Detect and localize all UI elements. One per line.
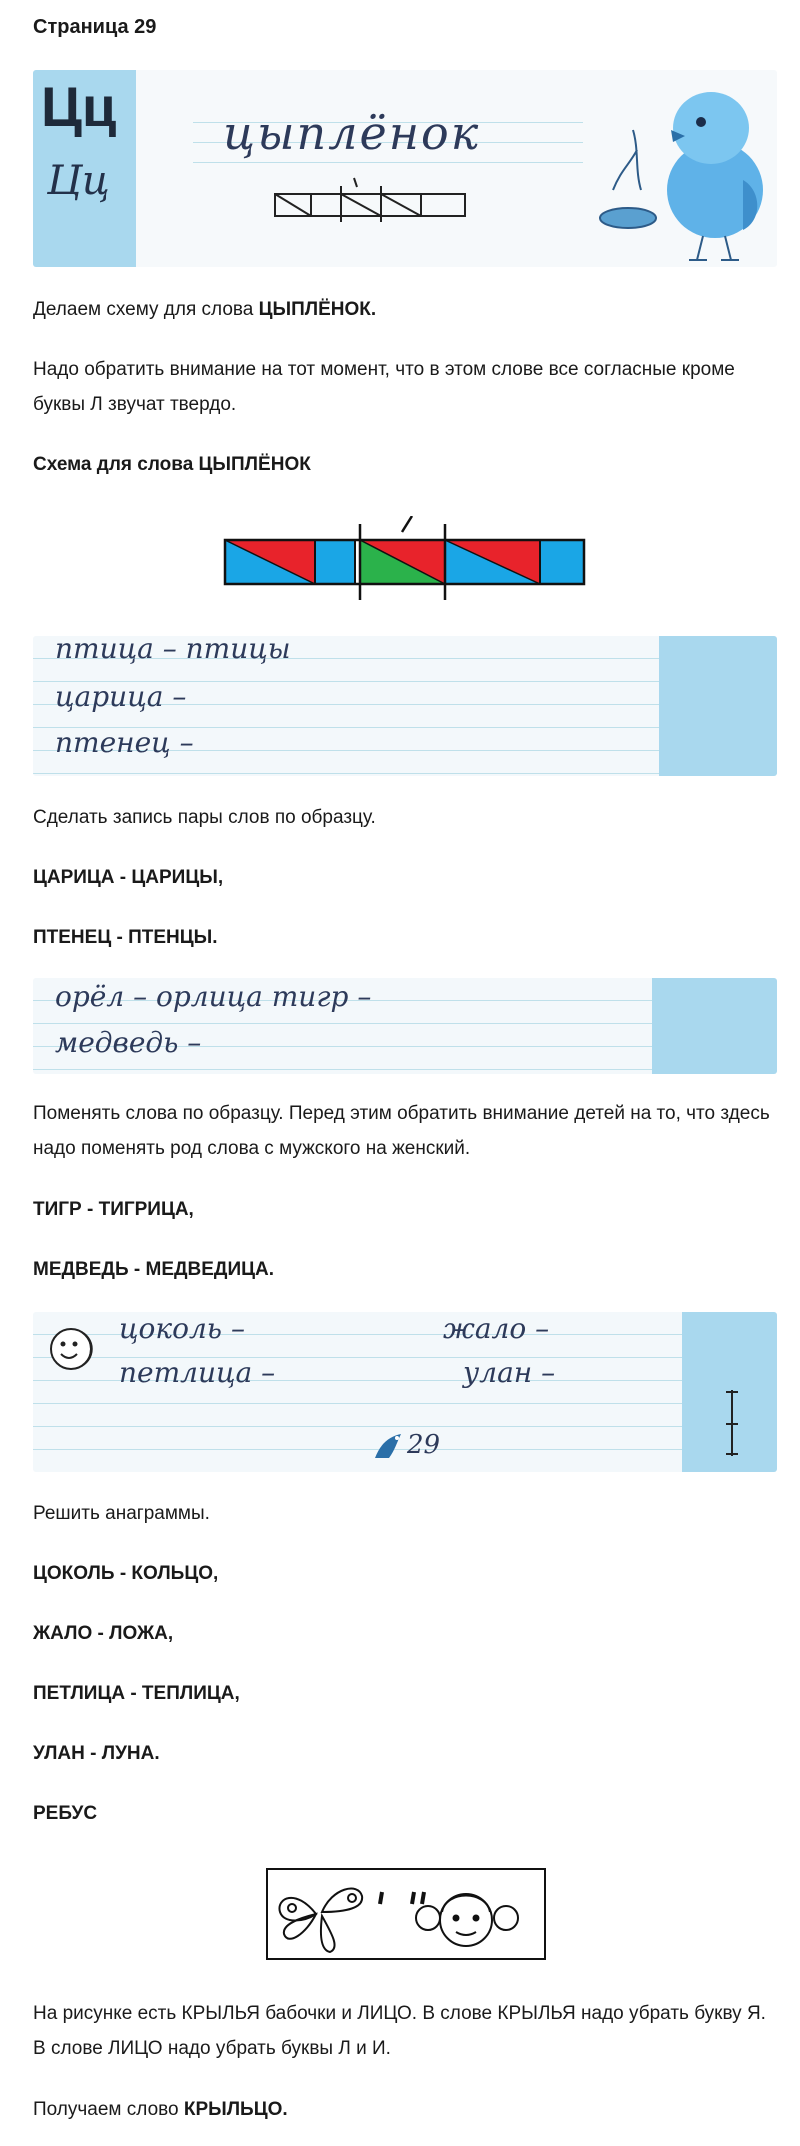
gender-instruction: Поменять слова по образцу. Перед этим обратить внимание детей на то, что здесь надо поменять род слова с мужского на женский. xyxy=(33,1103,770,1159)
anagram-left-2: петлица – xyxy=(119,1356,276,1389)
smiley-icon xyxy=(49,1324,105,1374)
pair-line-3: птенец – xyxy=(55,726,194,759)
page-number: 29 xyxy=(407,1430,441,1460)
pairs-answer-1: ЦАРИЦА - ЦАРИЦЫ, xyxy=(33,867,224,888)
rebus-result-prefix: Получаем слово xyxy=(33,2099,184,2120)
anagram-right-2: улан – xyxy=(463,1356,556,1389)
pairs-instruction: Сделать запись пары слов по образцу. xyxy=(33,807,376,828)
scheme-title: Схема для слова ЦЫПЛЁНОК xyxy=(33,454,311,475)
rebus-title: РЕБУС xyxy=(33,1803,98,1824)
exercise-pairs-card xyxy=(33,636,777,776)
gender-line-2: медведь – xyxy=(55,1026,202,1059)
intro-prefix: Делаем схему для слова xyxy=(33,299,259,320)
header-card xyxy=(33,70,777,267)
note-paragraph: Надо обратить внимание на тот момент, что в этом слове все согласные кроме буквы Л звучат твердо. xyxy=(33,359,735,415)
rebus-result xyxy=(33,2092,773,2127)
intro-line xyxy=(33,292,773,327)
anagram-answer-1: ЦОКОЛЬ - КОЛЬЦО, xyxy=(33,1563,219,1584)
scheme-vowel-1 xyxy=(315,540,355,584)
pairs-answer-2: ПТЕНЕЦ - ПТЕНЦЫ. xyxy=(33,927,218,948)
anagram-left-1: цоколь – xyxy=(119,1312,245,1345)
word-scheme xyxy=(220,516,590,606)
letter-script: Цц xyxy=(47,158,110,204)
intro-word: ЦЫПЛЁНОК. xyxy=(258,299,377,320)
anagram-answer-2: ЖАЛО - ЛОЖА, xyxy=(33,1623,174,1644)
anagram-right-1: жало – xyxy=(443,1312,550,1345)
gender-answer-1: ТИГР - ТИГРИЦА, xyxy=(33,1199,194,1220)
anagram-answer-4: УЛАН - ЛУНА. xyxy=(33,1743,160,1764)
rebus-image xyxy=(266,1868,546,1960)
bird-icon xyxy=(371,1428,407,1464)
rebus-explanation: На рисунке есть КРЫЛЬЯ бабочки и ЛИЦО. В слове КРЫЛЬЯ надо убрать букву Я. В слове ЛИЦО надо убрать буквы Л и И. xyxy=(33,2003,766,2059)
anagram-answer-3: ПЕТЛИЦА - ТЕПЛИЦА, xyxy=(33,1683,240,1704)
exercise-gender-card xyxy=(33,978,777,1074)
pair-line-1: птица – птицы xyxy=(55,636,291,665)
gender-line-1: орёл – орлица тигр – xyxy=(55,980,372,1013)
anagram-instruction: Решить анаграммы. xyxy=(33,1503,210,1524)
small-word-scheme xyxy=(271,176,471,226)
exercise-pairs-block xyxy=(659,636,777,776)
gender-answer-2: МЕДВЕДЬ - МЕДВЕДИЦА. xyxy=(33,1259,275,1280)
ruler-icon xyxy=(722,1388,742,1458)
letter-print: Цц xyxy=(41,75,117,138)
exercise-gender-block xyxy=(652,978,777,1074)
page-title: Страница 29 xyxy=(33,16,157,38)
exercise-anagram-card xyxy=(33,1312,777,1472)
pair-line-2: царица – xyxy=(55,680,187,713)
scheme-vowel-2 xyxy=(540,540,584,584)
word-script: цыплёнок xyxy=(223,106,481,160)
chick-icon xyxy=(593,70,777,267)
rebus-result-word: КРЫЛЬЦО. xyxy=(183,2099,288,2120)
